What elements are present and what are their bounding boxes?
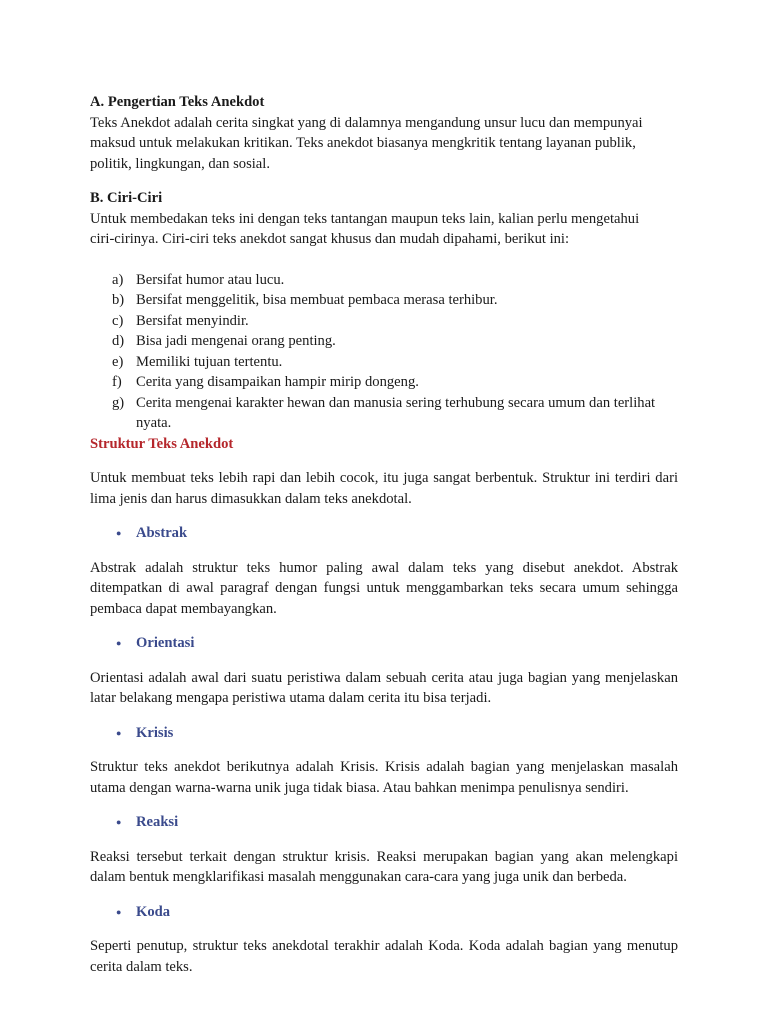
bullet-icon: ● bbox=[116, 528, 122, 538]
sub-heading-label: Krisis bbox=[136, 724, 174, 741]
sub-heading-krisis bbox=[90, 723, 678, 744]
list-item bbox=[90, 311, 678, 332]
spacer bbox=[90, 709, 678, 723]
section-a-line-1: Teks Anekdot adalah cerita singkat yang di dalamnya mengandung unsur lucu dan mempunyai bbox=[90, 114, 643, 131]
sub-heading-label: Abstrak bbox=[136, 525, 188, 541]
section-b-line-1: Untuk membedakan teks ini dengan teks tantangan maupun teks lain, kalian perlu mengetahui bbox=[90, 210, 640, 227]
section-a-line-3: politik, lingkungan, dan sosial. bbox=[90, 155, 270, 172]
list-item-text: Bersifat humor atau lucu. bbox=[136, 271, 285, 288]
list-item bbox=[90, 372, 678, 393]
spacer bbox=[90, 743, 678, 757]
list-marker: g) bbox=[112, 394, 125, 411]
list-marker: a) bbox=[112, 271, 124, 288]
sub-heading-label: Koda bbox=[136, 903, 171, 920]
paragraph-abstrak: Abstrak adalah struktur teks humor paling awal dalam teks yang disebut anekdot. Abstrak ditempatkan di awal paragraf dengan fungsi untuk menggambarkan teks secara umum sehingga pembaca dapat membayangkan. bbox=[90, 559, 678, 617]
spacer bbox=[90, 888, 678, 902]
paragraph-reaksi: Reaksi tersebut terkait dengan struktur krisis. Reaksi merupakan bagian yang akan melengkapi dalam bentuk mengklarifikasi masalah menggunakan cara-cara yang juga unik dan berbeda. bbox=[90, 848, 678, 885]
spacer bbox=[90, 250, 678, 270]
bullet-icon: ● bbox=[116, 906, 122, 917]
spacer bbox=[90, 174, 678, 188]
list-marker: e) bbox=[112, 353, 124, 370]
section-a-heading: A. Pengertian Teks Anekdot bbox=[90, 94, 265, 110]
list-item-text: Bisa jadi mengenai orang penting. bbox=[136, 333, 336, 349]
bullet-icon: ● bbox=[116, 727, 122, 738]
spacer bbox=[90, 833, 678, 847]
sub-heading-abstrak bbox=[90, 523, 678, 544]
list-item-text: Cerita yang disampaikan hampir mirip dongeng. bbox=[136, 374, 419, 390]
struktur-intro: Untuk membuat teks lebih rapi dan lebih cocok, itu juga sangat berbentuk. Struktur ini terdiri dari lima jenis dan harus dimasukkan dalam teks anekdotal. bbox=[90, 470, 678, 507]
paragraph-krisis: Struktur teks anekdot berikutnya adalah Krisis. Krisis adalah bagian yang menjelaskan masalah utama dengan warna-warna unik juga tidak biasa. Atau bahkan menimpa penulisnya sendiri. bbox=[90, 759, 678, 796]
list-item-text: Memiliki tujuan tertentu. bbox=[136, 353, 283, 370]
list-marker: c) bbox=[112, 312, 124, 329]
spacer bbox=[90, 798, 678, 812]
spacer bbox=[90, 454, 678, 468]
spacer bbox=[90, 922, 678, 936]
list-item bbox=[90, 331, 678, 352]
list-marker: f) bbox=[112, 374, 122, 390]
spacer bbox=[90, 509, 678, 523]
list-item bbox=[90, 352, 678, 373]
list-item-text: Bersifat menyindir. bbox=[136, 312, 249, 329]
paragraph-koda: Seperti penutup, struktur teks anekdotal terakhir adalah Koda. Koda adalah bagian yang menutup cerita dalam teks. bbox=[90, 938, 678, 975]
list-marker: b) bbox=[112, 292, 125, 308]
sub-heading-koda bbox=[90, 902, 678, 923]
list-item bbox=[90, 393, 678, 434]
bullet-icon: ● bbox=[116, 817, 122, 827]
sub-heading-orientasi bbox=[90, 633, 678, 654]
list-item-text: Cerita mengenai karakter hewan dan manusia sering terhubung secara umum dan terlihat nyata. bbox=[136, 394, 656, 431]
sub-heading-label: Reaksi bbox=[136, 814, 179, 830]
spacer bbox=[90, 619, 678, 633]
list-marker: d) bbox=[112, 333, 125, 349]
ciri-list bbox=[90, 270, 678, 434]
list-item bbox=[90, 290, 678, 311]
section-a-line-2: maksud untuk melakukan kritikan. Teks anekdot biasanya mengkritik tentang layanan publik, bbox=[90, 135, 636, 151]
list-item bbox=[90, 270, 678, 291]
struktur-title: Struktur Teks Anekdot bbox=[90, 435, 234, 452]
section-b-heading: B. Ciri-Ciri bbox=[90, 190, 163, 206]
paragraph-orientasi: Orientasi adalah awal dari suatu peristiwa dalam sebuah cerita atau juga bagian yang menjelaskan latar belakang mengapa peristiwa utama dalam cerita itu bisa terjadi. bbox=[90, 669, 678, 706]
spacer bbox=[90, 654, 678, 668]
sub-heading-label: Orientasi bbox=[136, 635, 195, 651]
sub-heading-reaksi bbox=[90, 812, 678, 833]
section-b-line-2: ciri-cirinya. Ciri-ciri teks anekdot sangat khusus dan mudah dipahami, berikut ini: bbox=[90, 231, 570, 247]
list-item-text: Bersifat menggelitik, bisa membuat pembaca merasa terhibur. bbox=[136, 292, 498, 308]
spacer bbox=[90, 544, 678, 558]
document-page bbox=[90, 92, 678, 977]
bullet-icon: ● bbox=[116, 638, 122, 648]
